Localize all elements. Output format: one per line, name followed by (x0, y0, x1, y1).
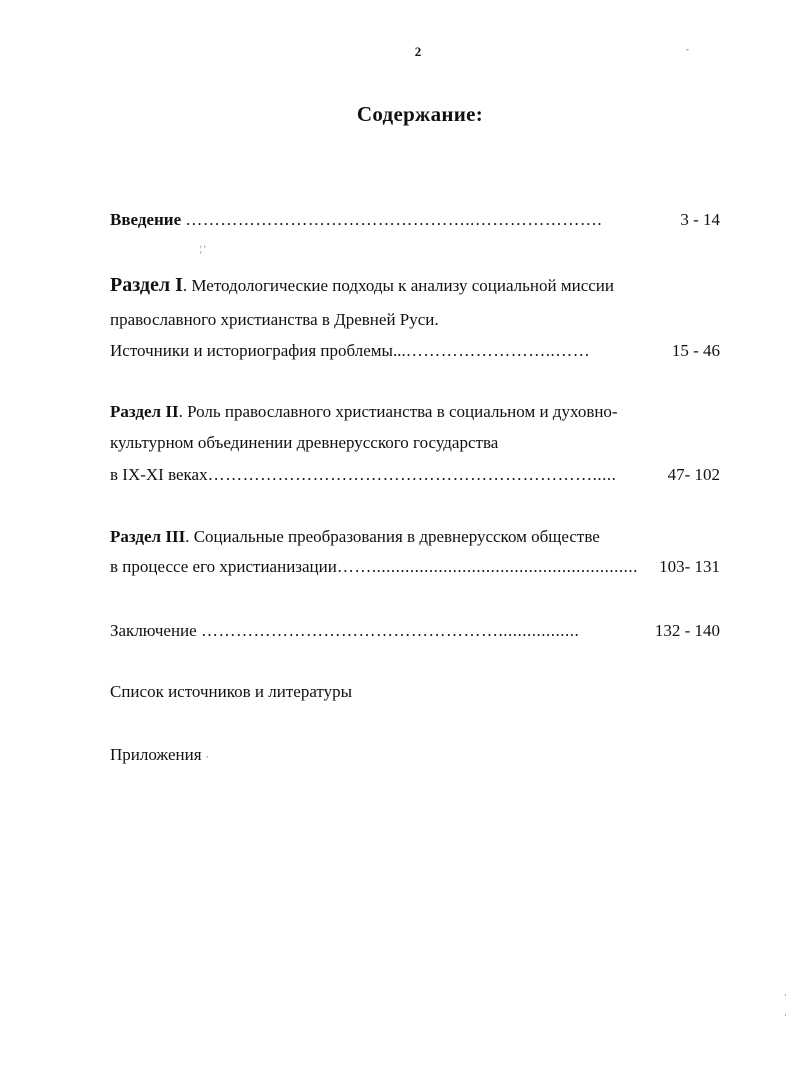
scan-speck-mark: · (784, 1010, 787, 1020)
toc-section3-line1: . Социальные преобразования в древнерусском обществе (185, 527, 600, 546)
toc-intro-dots: …………………………………………..…………………. (185, 210, 603, 229)
toc-sources-label: Список источников и литературы (110, 682, 353, 701)
toc-section3-pages: 103- 131 (659, 557, 720, 576)
toc-section1-line3: Источники и историография проблемы... (110, 341, 406, 360)
toc-section1-line2: православного христианства в Древней Руси. (110, 310, 439, 329)
toc-conclusion-label: Заключение (110, 621, 197, 640)
toc-section2-pages: 47- 102 (667, 465, 720, 484)
toc-section2-line2: культурном объединении древнерусского государства (110, 433, 499, 452)
toc-section2-heading: Раздел II (110, 402, 179, 421)
scan-speck-mark: · (205, 752, 209, 762)
toc-section1-pages: 15 - 46 (671, 341, 720, 360)
toc-entry-sources[interactable] (110, 682, 352, 702)
toc-section1-line3-row (110, 341, 720, 361)
toc-intro-label: Введение (110, 210, 182, 229)
toc-section3-dots: ……........................................................ (336, 557, 638, 576)
toc-section1-line1: . Методологические подходы к анализу социальной миссии (182, 276, 614, 295)
scan-speck-mark: · (784, 990, 787, 1000)
toc-section2-dots: …………………………………………………………..... (207, 465, 617, 484)
toc-entry-conclusion[interactable] (110, 621, 720, 641)
page-number: 2 (414, 44, 422, 59)
page-title: Содержание: (356, 102, 484, 126)
toc-conclusion-dots: ……………………………………………................. (200, 621, 580, 640)
toc-section2-line3: в IX-XI веках (110, 465, 208, 484)
toc-entry-section3[interactable] (110, 527, 600, 547)
toc-entry-section1[interactable] (110, 274, 614, 297)
toc-section1-dots: ……………………..…… (405, 341, 591, 360)
toc-entry-section2[interactable] (110, 402, 618, 422)
toc-section3-line2-row (110, 557, 720, 577)
toc-entry-appendix[interactable] (110, 745, 209, 765)
toc-section3-heading: Раздел III (110, 527, 186, 546)
toc-appendix-label: Приложения (110, 745, 202, 764)
toc-intro-pages: 3 - 14 (680, 210, 720, 229)
scan-speck-mark: - (686, 44, 689, 54)
scan-speck-mark: ¦ ' (200, 244, 206, 254)
toc-section3-line2: в процессе его христианизации (110, 557, 337, 576)
toc-conclusion-pages: 132 - 140 (654, 621, 720, 640)
toc-section1-heading: Раздел I (110, 274, 183, 296)
toc-section2-line3-row (110, 465, 720, 485)
toc-section2-line1: . Роль православного христианства в социальном и духовно- (178, 402, 618, 421)
toc-entry-intro[interactable] (110, 210, 720, 230)
